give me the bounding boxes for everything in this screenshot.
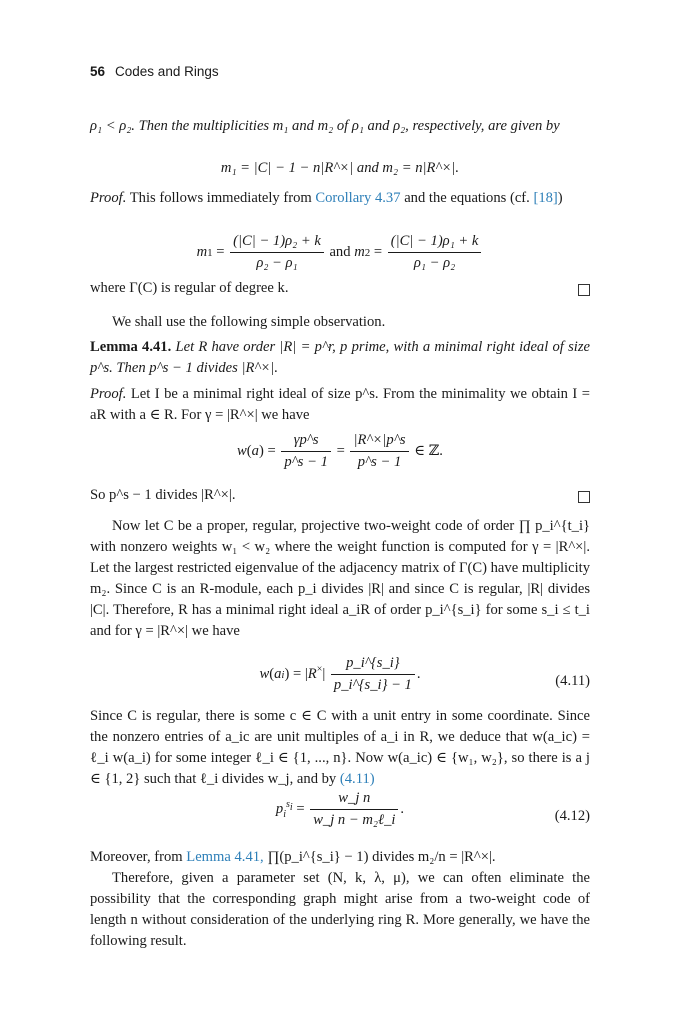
proof-text: ): [557, 190, 563, 206]
equation-multiplicities: m₁ = |C| − 1 − n|R^×| and m₂ = n|R^×|.: [220, 160, 460, 176]
proof-text: This follows immediately from: [129, 190, 312, 206]
regular-paragraph: [90, 706, 590, 790]
proof-text: and the equations (cf.: [404, 190, 530, 206]
equation-number: (4.11): [555, 673, 590, 689]
proof-label: Proof.: [90, 386, 127, 402]
fraction-denominator: w_j n − m₂ℓ_i: [313, 812, 396, 828]
proof-corollary-paragraph: [90, 188, 590, 209]
fraction-numerator: γp^s: [281, 432, 331, 452]
fraction-numerator: |R^×|p^s: [350, 432, 408, 452]
fraction-numerator: p_i^{s_i}: [331, 655, 415, 675]
therefore-paragraph: Therefore, given a parameter set (N, k, λ, μ), we can often eliminate the possibility that the corresponding graph might arise from a two-weight code of length n without consideration of the underlying ring R. More generally, we have the following result.: [90, 870, 590, 949]
fraction-denominator: p^s − 1: [284, 454, 328, 470]
fraction-numerator: (|C| − 1)ρ₂ + k: [230, 233, 324, 253]
fraction-4-11: [331, 655, 415, 694]
fraction-denominator: p^s − 1: [357, 454, 402, 470]
proof-conclusion: where Γ(C) is regular of degree k.: [90, 280, 289, 296]
fraction-denominator: ρ₁ − ρ₂: [413, 255, 456, 271]
lemma-text: Let R have order |R| = p^r, p prime, with a minimal right ideal of size p^s. Then p^s − 1 divides |R^×|.: [90, 339, 590, 376]
lemma-statement: [90, 337, 590, 379]
proof-text: Let I be a minimal right ideal of size p^s. From the minimality we obtain I = aR with a ∈ R. For γ = |R^×| we have: [90, 386, 590, 423]
moreover-text: Moreover, from: [90, 849, 183, 865]
running-header: [90, 64, 219, 79]
lemma-label: Lemma 4.41.: [90, 339, 172, 355]
fraction-denominator: p_i^{s_i} − 1: [333, 677, 412, 693]
moreover-paragraph: [90, 847, 590, 868]
equation-tail: ∈ ℤ.: [414, 442, 443, 459]
lemma-proof: [90, 384, 590, 426]
equation-m1-m2: m1 = $\frac{\text{(|C| − 1)ρ₂ + k}}{\text{ρ₂ − ρ₁}}$ and m2 = $\frac{\text{(|C| − 1)ρ₁ + k}}{\text{ρ₁ − ρ₂}}$: [90, 233, 590, 272]
equation-4-11: w(ai) = |R×| $\frac{p\_i\^{}\{s\_i\}}{p\_i\^{}\{s\_i\} - 1}$ . (4.11): [259, 655, 590, 693]
fraction-numerator: (|C| − 1)ρ₁ + k: [388, 233, 482, 253]
fraction-m2: [388, 233, 482, 272]
fraction-denominator: ρ₂ − ρ₁: [256, 255, 298, 271]
qed-symbol: [578, 284, 590, 296]
equation-number: (4.12): [554, 808, 590, 824]
observation-paragraph: We shall use the following simple observation.: [112, 314, 386, 330]
fraction-m1: [230, 233, 324, 272]
page-number: 56: [90, 64, 106, 79]
running-title: Codes and Rings: [115, 64, 219, 79]
fraction-weight-1: [281, 432, 331, 471]
intro-paragraph: ρ₁ < ρ₂. Then the multiplicities m₁ and m₂ of ρ₁ and ρ₂, respectively, are given by: [90, 118, 560, 134]
lemma-link[interactable]: Lemma 4.41,: [186, 849, 264, 865]
main-paragraph: Now let C be a proper, regular, projective two-weight code of order ∏ p_i^{t_i} with nonzero weights w₁ < w₂ where the weight function is computed for γ = |R^×|. Let the largest restricted eigenvalue of the adjacency matrix of Γ(C) have multiplicity m₂. Since C is an R-module, each p_i divides |R| and since C is regular, |R| divides |C|. Therefore, R has a minimal right ideal a_iR of order p_i^{s_i} for some s_i ≤ t_i and for γ = |R^×| we have: [90, 518, 590, 639]
conjunction: and: [329, 243, 351, 260]
equation-link[interactable]: (4.11): [339, 771, 375, 787]
lemma-proof-conclusion: So p^s − 1 divides |R^×|.: [90, 487, 236, 503]
equation-4-12: $p_i^{s_i}$ = $\frac{\text{w\_j n}}{\text{w\_j n − m₂ℓ\_i}}$ . (4.12): [275, 790, 590, 828]
proof-label: Proof.: [90, 190, 127, 206]
corollary-link[interactable]: Corollary 4.37: [315, 190, 401, 206]
fraction-numerator: w_j n: [310, 790, 398, 810]
fraction-weight-2: [350, 432, 408, 471]
equation-weight: w(a) = $\frac{\gamma p\^{}s}{p\^{}s - 1}$ = $\frac{|R\^{}\times|p\^{}s}{p\^{}s - 1}$ ∈ ℤ.: [237, 432, 443, 470]
regular-text: Since C is regular, there is some c ∈ C with a unit entry in some coordinate. Since the nonzero entries of a_ic are unit multiples of a_i in R, we deduce that w(a_ic) = ℓ_i w(a_i) for some integer ℓ_i ∈ {1, ..., n}. Now w(a_ic) ∈ {w₁, w₂}, so there is a j ∈ {1, 2} such that ℓ_i divides w_j, and by: [90, 708, 590, 787]
qed-symbol: [578, 491, 590, 503]
fraction-4-12: [310, 790, 398, 829]
reference-link[interactable]: [18]: [533, 190, 558, 206]
moreover-text: ∏(p_i^{s_i} − 1) divides m₂/n = |R^×|.: [267, 849, 496, 865]
